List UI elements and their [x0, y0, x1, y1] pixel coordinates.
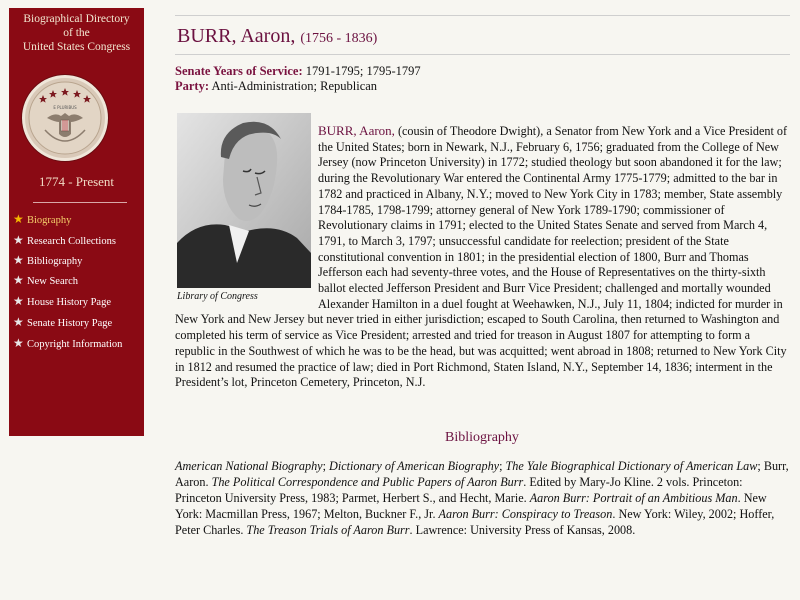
- party-value: Anti-Administration; Republican: [211, 79, 378, 93]
- bib-title: The Yale Biographical Dictionary of American Law: [505, 459, 758, 473]
- nav-label: Biography: [27, 215, 72, 226]
- member-dates: (1756 - 1836): [300, 31, 378, 46]
- bib-title: Dictionary of American Biography: [329, 459, 500, 473]
- bib-title: American National Biography: [175, 459, 323, 473]
- star-icon: ★: [13, 212, 24, 226]
- star-icon: ★: [13, 336, 24, 350]
- main-content: [175, 0, 795, 600]
- bib-sep: . New York: Macmillan Press, 1967; Melton, Buckner F., Jr.: [175, 491, 767, 521]
- nav-label: Research Collections: [27, 236, 116, 247]
- portrait-image-icon: [177, 113, 311, 288]
- nav-label: Bibliography: [27, 256, 83, 267]
- senate-years: [175, 64, 421, 79]
- member-name: BURR, Aaron,: [177, 25, 296, 47]
- congress-seal-logo: [22, 75, 108, 161]
- bio-lead-name: BURR, Aaron,: [318, 123, 395, 138]
- bib-title: Aaron Burr: Conspiracy to Treason: [438, 507, 613, 521]
- party: [175, 79, 377, 94]
- bib-sep: ;: [499, 459, 506, 473]
- bib-title: The Political Correspondence and Public Papers of Aaron Burr: [211, 475, 524, 489]
- portrait-caption: Library of Congress: [177, 291, 258, 302]
- header-rule: [175, 15, 790, 16]
- site-title-line: United States Congress: [22, 41, 131, 53]
- nav-research-collections[interactable]: [13, 233, 141, 249]
- bib-sep: . Edited by Mary-Jo Kline. 2 vols. Princeton: Princeton University Press, 1983; Parmet, Herbert S., and Hecht, Marie.: [175, 475, 743, 505]
- nav-label: Copyright Information: [27, 339, 123, 350]
- bib-title: The Treason Trials of Aaron Burr: [246, 523, 410, 537]
- party-label: Party:: [175, 79, 210, 93]
- seal-motto: E PLURIBUS: [53, 105, 77, 110]
- nav-house-history[interactable]: [13, 294, 141, 310]
- bib-sep: . New York: Wiley, 2002; Hoffer, Peter Charles.: [175, 507, 775, 537]
- nav-label: House History Page: [27, 297, 111, 308]
- eagle-seal-icon: [25, 78, 105, 158]
- bio-body: (cousin of Theodore Dwight), a Senator from New York and a Vice President of the United States; born in Newark, N.J., February 6, 1756; graduated from the College of New Jersey (now Princeton University) in 1772; studied theology but soon abandoned it for the law; during the Revolutionary War entered the Continental Army 1775-1779; admitted to the bar in 1782 and practiced in Albany, N.Y.; moved to New York City in 1783; member, State assembly 1784-1785, 1798-1799; attorney general of New York 1789-1790; commissioner of Revolutionary claims in 1791; elected to the United States Senate and served from March 4, 1791, to March 3, 1797; unsuccessful candidate for reelection; president of the State constitutional convention in 1801; in the presidential election of 1800, Burr and Thomas Jefferson each had seventy-three votes, and the House of Representatives on the thirty-sixth ballot elected Jefferson President and Burr Vice President; challenged and mortally wounded Alexander Hamilton in a duel fought at Weehawken, N.J., July 11, 1804; indicted for murder in New York and New Jersey but never tried in either jurisdiction; escaped to South Carolina, then returned to Washington and completed his term of service as Vice President; arrested and tried for treason in August 1807 for attempting to form a republic in the Southwest of which he was to be the head, but was acquitted; went abroad in 1808; returned to New York City in 1812 and resumed the practice of law; died in Port Richmond, Staten Island, N.Y., September 14, 1836; interment in the President’s lot, Princeton Cemetery, Princeton, N.J.: [175, 124, 788, 390]
- nav-new-search[interactable]: [13, 273, 141, 289]
- star-icon: ★: [13, 273, 24, 287]
- site-title-line: of the: [63, 27, 90, 39]
- site-title[interactable]: [9, 12, 144, 54]
- senate-years-value: 1791-1795; 1795-1797: [305, 64, 421, 78]
- nav-label: Senate History Page: [27, 318, 113, 329]
- star-icon: ★: [13, 253, 24, 267]
- nav-biography[interactable]: [13, 212, 141, 228]
- nav-label: New Search: [27, 276, 79, 287]
- bibliography-text: [175, 458, 789, 538]
- header-rule: [175, 54, 790, 55]
- star-icon: ★: [13, 233, 24, 247]
- member-name-heading: [177, 25, 377, 48]
- senate-years-label: Senate Years of Service:: [175, 64, 303, 78]
- nav-senate-history[interactable]: [13, 315, 141, 331]
- sidebar-divider: [33, 202, 127, 203]
- nav-copyright[interactable]: [13, 336, 141, 352]
- bib-title: Aaron Burr: Portrait of an Ambitious Man: [529, 491, 738, 505]
- bib-sep: ; Burr, Aaron.: [175, 459, 789, 489]
- star-icon: ★: [13, 315, 24, 329]
- bibliography-heading: Bibliography: [445, 430, 519, 445]
- star-icon: ★: [13, 294, 24, 308]
- years-label: 1774 - Present: [38, 174, 115, 189]
- site-title-line: Biographical Directory: [23, 13, 130, 25]
- sidebar: [9, 8, 144, 436]
- bib-sep: . Lawrence: University Press of Kansas, 2008.: [409, 523, 636, 537]
- member-portrait: [177, 113, 311, 288]
- nav-bibliography[interactable]: [13, 253, 141, 269]
- bib-sep: ;: [322, 459, 330, 473]
